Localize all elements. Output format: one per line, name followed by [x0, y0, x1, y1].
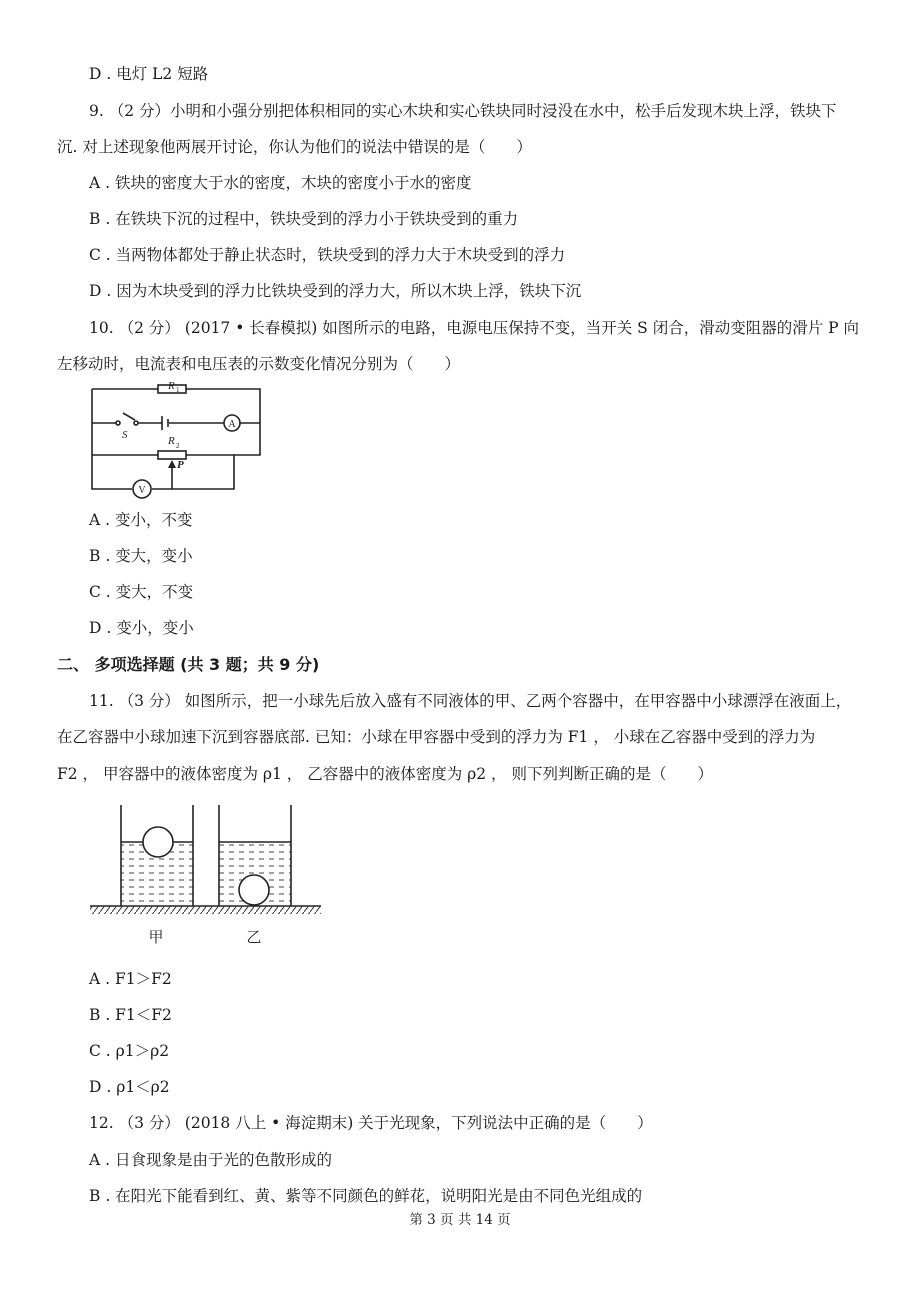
r2-sub: 2 — [176, 441, 180, 450]
q11-stem-3: F2 ， 甲容器中的液体密度为 ρ1 ， 乙容器中的液体密度为 ρ2 ， 则下列判断正确的是（ ） — [57, 765, 713, 783]
q10-option-d: D . 变小，变小 — [89, 619, 194, 637]
q12-option-a: A . 日食现象是由于光的色散形成的 — [89, 1151, 332, 1169]
containers-diagram — [88, 800, 324, 950]
r2-label: R — [168, 435, 175, 448]
page-footer: 第 3 页 共 14 页 — [409, 1212, 511, 1228]
q12-stem: 12. （3 分） (2018 八上 • 海淀期末) 关于光现象，下列说法中正确的是（ ） — [89, 1114, 653, 1132]
container-left-label: 甲 — [148, 928, 164, 946]
q8-option-d: D . 电灯 L2 短路 — [89, 65, 209, 83]
q11-stem-1: 11. （3 分） 如图所示，把一小球先后放入盛有不同液体的甲、乙两个容器中，在甲容器中小球漂浮在液面上， — [89, 692, 852, 710]
q10-option-c: C . 变大，不变 — [89, 583, 194, 601]
section-2-heading: 二、 多项选择题 (共 3 题；共 9 分) — [57, 655, 320, 674]
slider-label: P — [177, 459, 184, 472]
q11-option-c: C . ρ1＞ρ2 — [89, 1042, 170, 1060]
q10-option-a: A . 变小，不变 — [89, 511, 193, 529]
q9-option-a: A . 铁块的密度大于水的密度，木块的密度小于水的密度 — [89, 174, 472, 192]
q11-option-a: A . F1＞F2 — [89, 970, 172, 988]
q9-stem-1: 9. （2 分）小明和小强分别把体积相同的实心木块和实心铁块同时浸没在水中，松手后发现木块上浮，铁块下 — [89, 102, 837, 120]
r1-sub: 1 — [176, 385, 180, 394]
container-right-label: 乙 — [246, 928, 262, 946]
q9-option-d: D . 因为木块受到的浮力比铁块受到的浮力大，所以木块上浮，铁块下沉 — [89, 282, 582, 300]
q11-option-d: D . ρ1＜ρ2 — [89, 1078, 170, 1096]
q11-stem-2: 在乙容器中小球加速下沉到容器底部. 已知：小球在甲容器中受到的浮力为 F1 ， 小球在乙容器中受到的浮力为 — [57, 728, 816, 746]
q10-stem-1: 10. （2 分） (2017 • 长春模拟) 如图所示的电路，电源电压保持不变，当开关 S 闭合，滑动变阻器的滑片 P 向 — [89, 319, 860, 337]
q11-option-b: B . F1＜F2 — [89, 1006, 172, 1024]
circuit-diagram — [88, 382, 268, 500]
q9-stem-2: 沉. 对上述现象他两展开讨论，你认为他们的说法中错误的是（ ） — [57, 138, 532, 156]
switch-label: S — [122, 429, 128, 442]
q9-option-c: C . 当两物体都处于静止状态时，铁块受到的浮力大于木块受到的浮力 — [89, 246, 566, 264]
r1-label: R — [168, 382, 175, 393]
q10-option-b: B . 变大，变小 — [89, 547, 193, 565]
voltmeter-label: V — [138, 485, 146, 496]
ammeter-label: A — [228, 419, 236, 430]
q9-option-b: B . 在铁块下沉的过程中，铁块受到的浮力小于铁块受到的重力 — [89, 210, 519, 228]
q12-option-b: B . 在阳光下能看到红、黄、紫等不同颜色的鲜花，说明阳光是由不同色光组成的 — [89, 1187, 643, 1205]
q10-stem-2: 左移动时，电流表和电压表的示数变化情况分别为（ ） — [57, 355, 461, 373]
